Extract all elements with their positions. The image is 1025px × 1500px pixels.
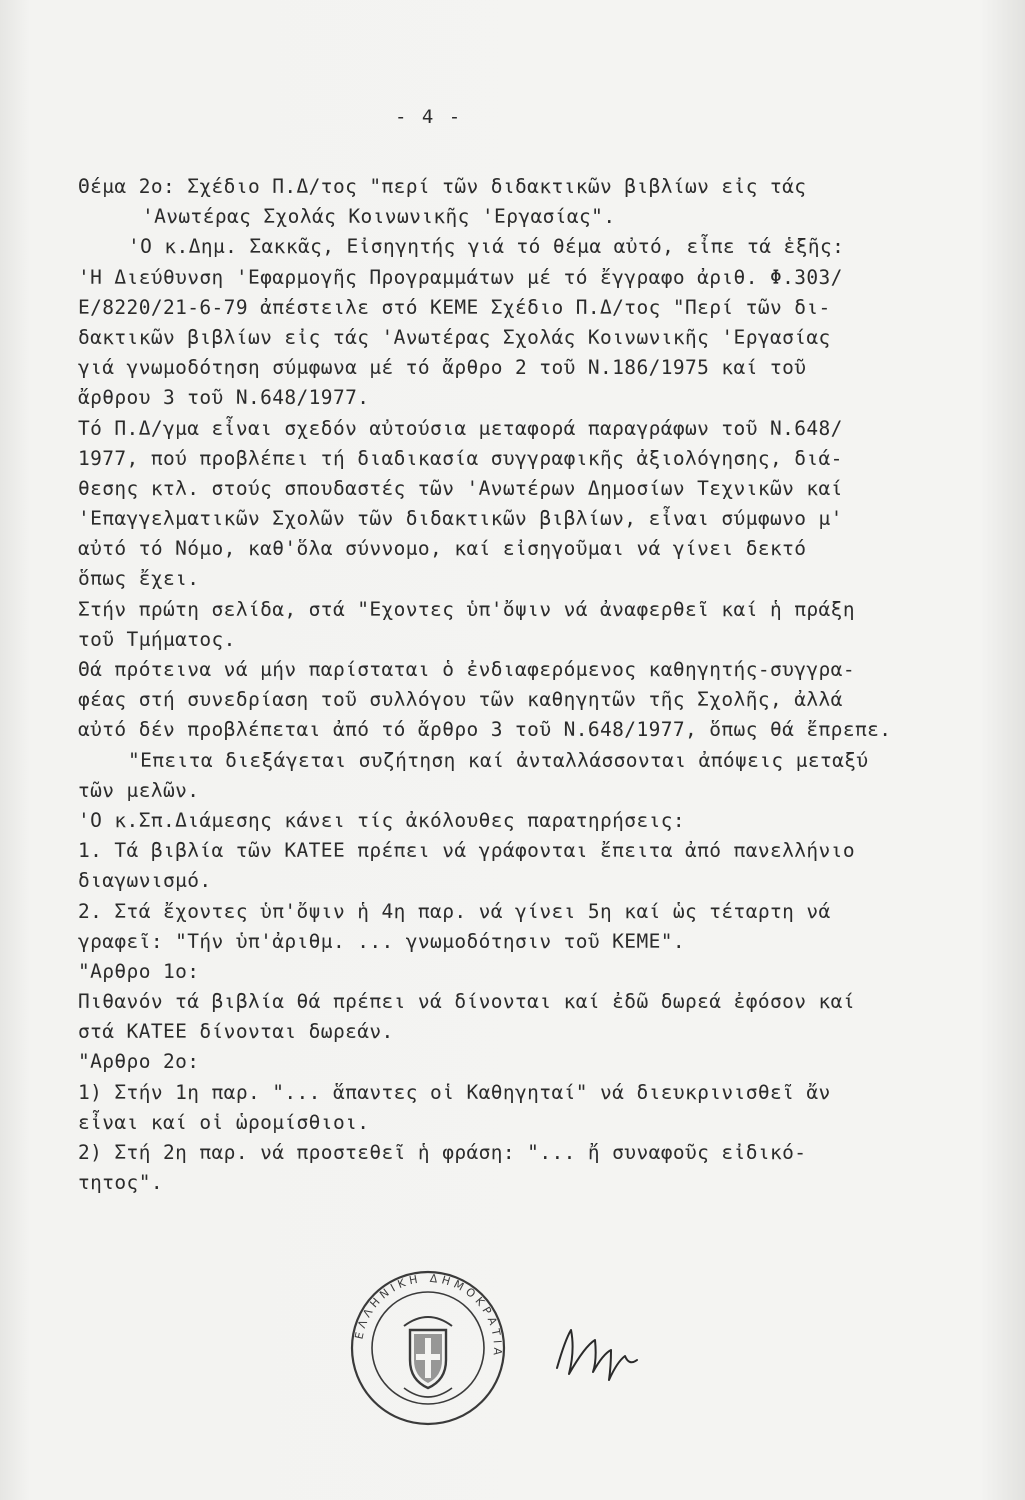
text-line: "Αρθρο 1ο: bbox=[78, 959, 200, 983]
text-line: γιά γνωμοδότηση σύμφωνα μέ τό ἄρθρο 2 τοῦ Ν.186/1975 καί τοῦ bbox=[78, 356, 807, 380]
text-line: 2) Στή 2η παρ. νά προστεθεῖ ἡ φράση: "... ἤ συναφοῦς εἰδικό- bbox=[78, 1141, 807, 1164]
text-line: τοῦ Τμήματος. bbox=[78, 627, 236, 651]
text-line: φέας στή συνεδρίαση τοῦ συλλόγου τῶν καθηγητῶν τῆς Σχολῆς, ἀλλά bbox=[78, 688, 843, 712]
text-line: ἄρθρου 3 τοῦ Ν.648/1977. bbox=[78, 386, 370, 410]
document-body bbox=[78, 172, 978, 1198]
text-line: 'Η Διεύθυνση 'Εφαρμογῆς Προγραμμάτων μέ τό ἔγγραφο ἀριθ. Φ.303/ bbox=[78, 265, 843, 289]
text-line: τητος". bbox=[78, 1171, 163, 1195]
text-line: "Επειτα διεξάγεται συζήτηση καί ἀνταλλάσσονται ἀπόψεις μεταξύ bbox=[128, 748, 869, 772]
text-line: Πιθανόν τά βιβλία θά πρέπει νά δίνονται καί ἐδῶ δωρεά ἐφόσον καί bbox=[78, 990, 855, 1014]
text-line: Στήν πρώτη σελίδα, στά "Εχοντες ὑπ'ὄψιν νά ἀναφερθεῖ καί ἡ πράξη bbox=[78, 597, 855, 621]
text-line: 'Ανωτέρας Σχολάς Κοινωνικῆς 'Εργασίας". bbox=[142, 205, 616, 229]
seal-border-text: ΕΛΛΗΝΙΚΗ ΔΗΜΟΚΡΑΤΙΑ bbox=[352, 1271, 505, 1360]
handwritten-signature bbox=[545, 1310, 655, 1390]
text-line: "Αρθρο 2ο: bbox=[78, 1050, 200, 1074]
text-line: 1. Τά βιβλία τῶν ΚΑΤΕΕ πρέπει νά γράφονται ἔπειτα ἀπό πανελλήνιο bbox=[78, 839, 855, 863]
text-line: 'Ο κ.Δημ. Σακκᾶς, Εἰσηγητής γιά τό θέμα αὐτό, εἶπε τά ἑξῆς: bbox=[128, 235, 845, 259]
text-line: Ε/8220/21-6-79 ἀπέστειλε στό ΚΕΜΕ Σχέδιο Π.Δ/τος "Περί τῶν δι- bbox=[78, 295, 831, 319]
text-line: θεσης κτλ. στούς σπουδαστές τῶν 'Ανωτέρων Δημοσίων Τεχνικῶν καί bbox=[78, 476, 843, 500]
coat-of-arms-icon bbox=[404, 1317, 452, 1397]
text-line: διαγωνισμό. bbox=[78, 869, 212, 893]
text-line: ὅπως ἔχει. bbox=[78, 567, 200, 591]
page-number: - 4 - bbox=[395, 106, 463, 128]
text-line: στά ΚΑΤΕΕ δίνονται δωρεάν. bbox=[78, 1020, 394, 1044]
text-line: 'Ο κ.Σπ.Διάμεσης κάνει τίς ἀκόλουθες παρατηρήσεις: bbox=[78, 808, 685, 832]
text-line: Θά πρότεινα νά μήν παρίσταται ὁ ἐνδιαφερόμενος καθηγητής-συγγρα- bbox=[78, 658, 855, 681]
text-line: 1) Στήν 1η παρ. "... ἅπαντες οἱ Καθηγηταί" νά διευκρινισθεῖ ἄν bbox=[78, 1080, 831, 1104]
text-line: δακτικῶν βιβλίων εἰς τάς 'Ανωτέρας Σχολάς Κοινωνικῆς 'Εργασίας bbox=[78, 325, 831, 349]
text-line: γραφεῖ: "Τήν ὑπ'ἀριθμ. ... γνωμοδότησιν τοῦ ΚΕΜΕ". bbox=[78, 929, 685, 953]
text-line: 1977, πού προβλέπει τή διαδικασία συγγραφικῆς ἀξιολόγησης, διά- bbox=[78, 446, 843, 470]
official-seal bbox=[348, 1268, 508, 1428]
text-line: αὐτό τό Νόμο, καθ'ὅλα σύννομο, καί εἰσηγοῦμαι νά γίνει δεκτό bbox=[78, 537, 807, 561]
text-line: αὐτό δέν προβλέπεται ἀπό τό ἄρθρο 3 τοῦ Ν.648/1977, ὅπως θά ἔπρεπε. bbox=[78, 718, 892, 742]
text-line: Τό Π.Δ/γμα εἶναι σχεδόν αὐτούσια μεταφορά παραγράφων τοῦ Ν.648/ bbox=[78, 416, 843, 440]
text-line: 'Επαγγελματικῶν Σχολῶν τῶν διδακτικῶν βιβλίων, εἶναι σύμφωνο μ' bbox=[78, 507, 843, 531]
text-line: Θέμα 2ο: Σχέδιο Π.Δ/τος "περί τῶν διδακτικῶν βιβλίων εἰς τάς bbox=[78, 175, 807, 198]
text-line: εἶναι καί οἱ ὡρομίσθιοι. bbox=[78, 1110, 370, 1134]
text-line: τῶν μελῶν. bbox=[78, 778, 200, 802]
text-line: 2. Στά ἔχοντες ὑπ'ὄψιν ἡ 4η παρ. νά γίνει 5η καί ὡς τέταρτη νά bbox=[78, 899, 831, 923]
